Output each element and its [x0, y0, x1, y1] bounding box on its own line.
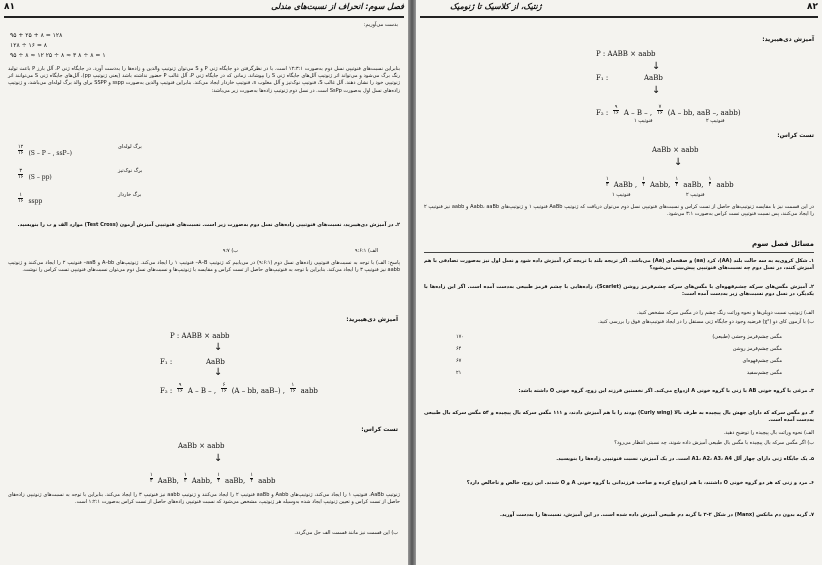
table-cell-label: مگس چشم‌قرمز روشن: [732, 346, 782, 352]
down-arrow-icon: ↓: [214, 342, 223, 353]
chapter-problems-heading: مسائل فصل سوم: [752, 240, 814, 248]
fraction: $\frac{۳}{۱۶}$: [18, 168, 24, 180]
header-title: فصل سوم: انحراف از نسبت‌های مندلی: [271, 2, 404, 11]
f1-genotype: AaBb: [644, 74, 663, 82]
testcross-parents: AaBb × aabb: [652, 146, 699, 154]
problem-item: ۷ـ گربه بدون دم مانکس (Manx) در شکل ۲-۳ با گربه دم طبیعی آمیزش داده شده است. در این آمیزش، نسبت‌ها را به‌دست آورید.: [500, 512, 814, 518]
genotype-term: Aabb,: [191, 477, 213, 485]
phenotype-label: فنوتیپ ۱: [634, 118, 653, 124]
genotype-term: (A – bb, aaB–) ,: [231, 387, 286, 395]
header-title: ژنتیک، از کلاسیک تا ژنومیک: [450, 2, 542, 11]
genotype-term: AaBb,: [157, 477, 179, 485]
question-option: ب) ۹:۷: [222, 248, 238, 254]
cross-parents: P : AABB × aabb: [170, 332, 230, 340]
calc-line: ۹۵ + ۲۵ + ۸ = ۱۲۸: [10, 32, 63, 39]
explanation-paragraph: بنابراین نسبت‌های فنوتیپی نسل دوم به‌صورت ۱۲:۳:۱ است. با در نظرگرفتن دو جایگاه ژنی P و S می‌توان ژنوتیپ والدین و زاده‌ها را به‌دست آورد. در جایگاه ژنی P، آلل بارز P باعث تولید رنگ برگ می‌شود و می‌تواند اثر ژنوتیپ آلل‌های جایگاه ژنی S را بپوشاند. زمانی که در جایگاه ژنی P، آلل غالب P حضور نداشته باشد (یعنی ژنوتیپ pp)، آلل‌های جایگاه ژنی S می‌توانند اثر ژنوتیپی خود را نشان دهند. آلل غالب S، فنوتیپ نوک‌تیز و آلل مغلوب s، فنوتیپ خاردار ایجاد می‌کند. بنابراین فنوتیپ والدین به‌صورت sspp و SSPP برای والد برگ لوله‌ای می‌باشد، و ژنوتیپ زاده‌های نسل اول به‌صورت SsPp است. در نسل دوم ژنوتیپ زاده‌ها به‌صورت زیر می‌باشد:: [8, 66, 401, 94]
f2-row: [596, 100, 741, 119]
phenotype-label: برگ لوله‌ای: [118, 144, 142, 150]
testcross-parents: AaBb × aabb: [178, 442, 225, 450]
section-heading: تست کراس:: [361, 426, 398, 433]
ratio-row: [18, 164, 318, 180]
problem-subitem: ب) اگر مگس سرکه بال پیچیده با مگس بال طبیعی آمیزش داده شوند، چه نسبتی انتظار می‌رود؟: [614, 440, 814, 446]
genotype-term: aaBb,: [225, 477, 246, 485]
genotype-term: A – B – ,: [623, 109, 653, 117]
problem-item: ۶ـ مرد و زنی که هر دو گروه خونی O داشتند، با هم ازدواج کرده و صاحب فرزندانی با گروه خونی A و O شدند. این زوج، خالص و ناخالص دارد؟: [466, 480, 814, 486]
section-heading: آمیزش دی‌هیبرید:: [762, 36, 814, 43]
left-page-header: [4, 2, 404, 18]
divider: [424, 252, 814, 253]
fraction: $\frac{۷}{۱۶}$: [657, 104, 663, 116]
genotype-term: Aabb,: [649, 181, 671, 189]
genotype-term: aaBb,: [683, 181, 704, 189]
phenotype-label: فنوتیپ ۱: [612, 192, 631, 198]
calc-line: ۱۲۸ ÷ ۱۶ = ۸: [10, 42, 48, 49]
footnote-text: ب) این قسمت نیز مانند قسمت الف حل می‌گردد.: [294, 530, 398, 536]
left-book-page: [0, 0, 408, 565]
genotype-text: sspp: [28, 198, 43, 205]
problem-subitem: ب) با آزمون کای دو (χ²) فرضیه وجود دو جایگاه ژنی مستقل را در ایجاد فنوتیپ‌های فوق را بررسی کنید.: [598, 319, 814, 325]
question-option: الف) ۹:۶:۱: [354, 248, 378, 254]
f1-genotype: AaBb: [206, 358, 225, 366]
fraction: $\frac{۱}{۴}$: [675, 176, 679, 188]
phenotype-label: فنوتیپ ۲: [706, 118, 725, 124]
down-arrow-icon: ↓: [652, 85, 661, 96]
problem-item: ۵ـ یک جایگاه ژنی دارای چهار آلل A1، A2، A3، A4 است. در یک آمیزش، نسبت فنوتیپی زاده‌ها را بنویسید.: [556, 456, 814, 462]
genotype-term: aabb: [716, 181, 734, 189]
table-cell-value: ۱۷۰: [456, 334, 465, 340]
page-number: ۸۲: [807, 2, 818, 12]
problem-item: ۱ـ شکل کروی‌یه به سه حالت بلند (AA)، کرد (aa) و صفحه‌ای (Aa) می‌باشد. اگر تریجه بلند با تریجه کرد آمیزش داده شود و نسل اول نیز به‌صورت تصادفی با هم آمیزش کنند، در نسل دوم چه نسبت‌های فنوتیپی پیش‌بینی می‌شود؟: [424, 258, 815, 272]
genotype-term: AaBb ,: [613, 181, 638, 189]
down-arrow-icon: ↓: [214, 367, 223, 378]
question-2-title: ۲ـ در آمیزش دی‌هیبرید، نسبت‌های فنوتیپی زاده‌های نسل دوم به‌صورت زیر است. نسبت‌های فنوتیپی آمیزش آزمون (Test Cross) موارد الف و ب را بنویسید.: [17, 222, 400, 228]
f1-label: F₁ :: [160, 358, 173, 366]
table-cell-label: مگس چشم‌قهوه‌ای: [742, 358, 782, 364]
page-number: ۸۱: [4, 2, 15, 12]
genotype-text: (S – P – , ssP–): [28, 150, 72, 157]
f1-label: F₁ :: [596, 74, 609, 82]
genotype-term: aabb: [258, 477, 276, 485]
f2-label: F₂ :: [596, 109, 609, 117]
down-arrow-icon: ↓: [674, 157, 683, 168]
calc-line: ۹۵ ÷ ۸ ≈ ۱۲ ۲۵ ÷ ۸ ≈ ۳ ۸ ÷ ۸ = ۱: [10, 52, 106, 59]
phenotype-label: فنوتیپ ۲: [686, 192, 705, 198]
answer-paragraph: پاسخ: الف) با توجه به نسبت‌های فنوتیپی زاده‌های نسل دوم (۹:۶:۱) در می‌یابیم که ژنوتیپ A–B– فنوتیپ ۱ را ایجاد می‌کند. ژنوتیپ‌های A–bb و aaB– فنوتیپ ۲ را ایجاد می‌کنند و ژنوتیپ aabb نیز فنوتیپ ۳ را ایجاد می‌کند. بنابراین با توجه به فنوتیپ‌های حاصل از تست کراس و مقایسه با ژنوتیپ‌ها و نسبت‌های نسل دوم می‌توان نسبت‌های فنوتیپی تست کراس را نوشت.: [8, 260, 400, 274]
section-heading: آمیزش دی‌هیبرید:: [346, 316, 398, 323]
f2-label: F₂ :: [160, 387, 173, 395]
fraction: $\frac{۱}{۱۶}$: [18, 192, 24, 204]
problem-subitem: الف) ژنوتیپ نسبت دوپلی‌ها و نحوه وراثت رنگ چشم را در مگس سرکه مشخص کنید.: [636, 310, 814, 316]
genotype-term: aabb: [300, 387, 318, 395]
fraction: $\frac{۱}{۴}$: [217, 472, 220, 484]
f2-row: [160, 378, 318, 397]
fraction: $\frac{۱}{۴}$: [606, 176, 609, 188]
fraction: $\frac{۱}{۴}$: [183, 472, 187, 484]
fraction: $\frac{۱}{۴}$: [150, 472, 153, 484]
fraction: $\frac{۹}{۱۶}$: [177, 382, 183, 394]
phenotype-label: برگ خاردار: [118, 192, 142, 198]
table-cell-value: ۶۷: [456, 358, 462, 364]
fraction: $\frac{۱}{۴}$: [642, 176, 645, 188]
genotype-term: A – B – ,: [187, 387, 217, 395]
problem-item: ۲ـ آمیزش مگس‌های سرکه چشم‌قهوه‌ای با مگس‌های سرکه چشم‌قرمز روشن (Scarlet)، زاده‌هایی با چشم قرمز طبیعی به‌دست آمده است. اگر این زاده‌ها با یکدیگر، در نسل دوم نسبت‌های زیر به‌دست آمده است:: [424, 284, 814, 298]
section-heading: تست کراس:: [777, 132, 814, 139]
testcross-row: [606, 172, 734, 191]
table-cell-label: مگس چشم‌سفید: [746, 370, 782, 376]
table-cell-value: ۲۱: [456, 370, 462, 376]
fraction: $\frac{۱۲}{۱۶}$: [18, 144, 24, 156]
fraction: $\frac{۱}{۱۶}$: [290, 382, 296, 394]
genotype-term: (A – bb, aaB –, aabb): [667, 109, 741, 117]
testcross-row: [150, 468, 275, 487]
fraction: $\frac{۶}{۱۶}$: [221, 382, 227, 394]
explanation-paragraph: ژنوتیپ AaBb، فنوتیپ ۱ را ایجاد می‌کند، ژنوتیپ‌های Aabb و aaBb فنوتیپ ۲ را ایجاد می‌کنند و ژنوتیپ aabb نیز فنوتیپ ۳ را ایجاد می‌کند. بنابراین با توجه به نسبت‌های ژنوتیپی زاده‌های حاصل از تست کراس و تعیین ژنوتیپ ایجاد شده به‌وسیله هر ژنوتیپ، مشخص می‌شود که نسبت فنوتیپی زاده‌های حاصل از تست کراس به‌صورت ۱:۲:۱ است.: [8, 492, 400, 506]
fraction: $\frac{۱}{۴}$: [708, 176, 712, 188]
down-arrow-icon: ↓: [652, 61, 661, 72]
ratio-row: [18, 140, 318, 156]
right-page-header: [420, 2, 818, 18]
down-arrow-icon: ↓: [214, 453, 223, 464]
problem-subitem: الف) نحوه وراثت بال پیچیده را توضیح دهید.: [723, 430, 814, 436]
table-cell-value: ۶۴: [456, 346, 462, 352]
book-gutter: [408, 0, 416, 565]
explanation-paragraph: در این قسمت نیز با مقایسه ژنوتیپ‌های حاصل از تست کراس و نسبت‌های فنوتیپی نسل دوم می‌توان دریافت که ژنوتیپ AaBb فنوتیپ ۱ و ژنوتیپ‌های Aabb، aaBb و aabb نیز فنوتیپ ۲ را ایجاد می‌کنند، پس نسبت فنوتیپی تست کراس به‌صورت ۳:۱ می‌شود.: [424, 204, 814, 218]
problem-item: ۳ـ مرغی با گروه خونی AB با زنی با گروه خونی A ازدواج می‌کند. اگر نخستین فرزند این زوج، گروه خونی O داشته باشد:: [518, 388, 814, 394]
cross-parents: P : AABB × aabb: [596, 50, 656, 58]
ratio-row: [18, 188, 318, 204]
fraction: $\frac{۹}{۱۶}$: [613, 104, 619, 116]
problem-item: ۴ـ دو مگس سرکه که دارای جهش بال پیچیده به طرف بالا (Curly wing) بودند را با هم آمیزش دادند، و ۱۱۱ مگس سرکه بال پیچیده و ۵۴ مگس سرکه بال طبیعی به‌دست آمده است.: [424, 410, 814, 424]
genotype-text: (S – pp): [28, 174, 52, 181]
table-cell-label: مگس چشم‌قرمز وحشی (طبیعی): [712, 334, 782, 340]
right-book-page: [416, 0, 822, 565]
fraction: $\frac{۱}{۴}$: [250, 472, 254, 484]
intro-text: بدست می‌آوریم:: [363, 22, 398, 28]
phenotype-label: برگ نوک‌تیز: [118, 168, 143, 174]
